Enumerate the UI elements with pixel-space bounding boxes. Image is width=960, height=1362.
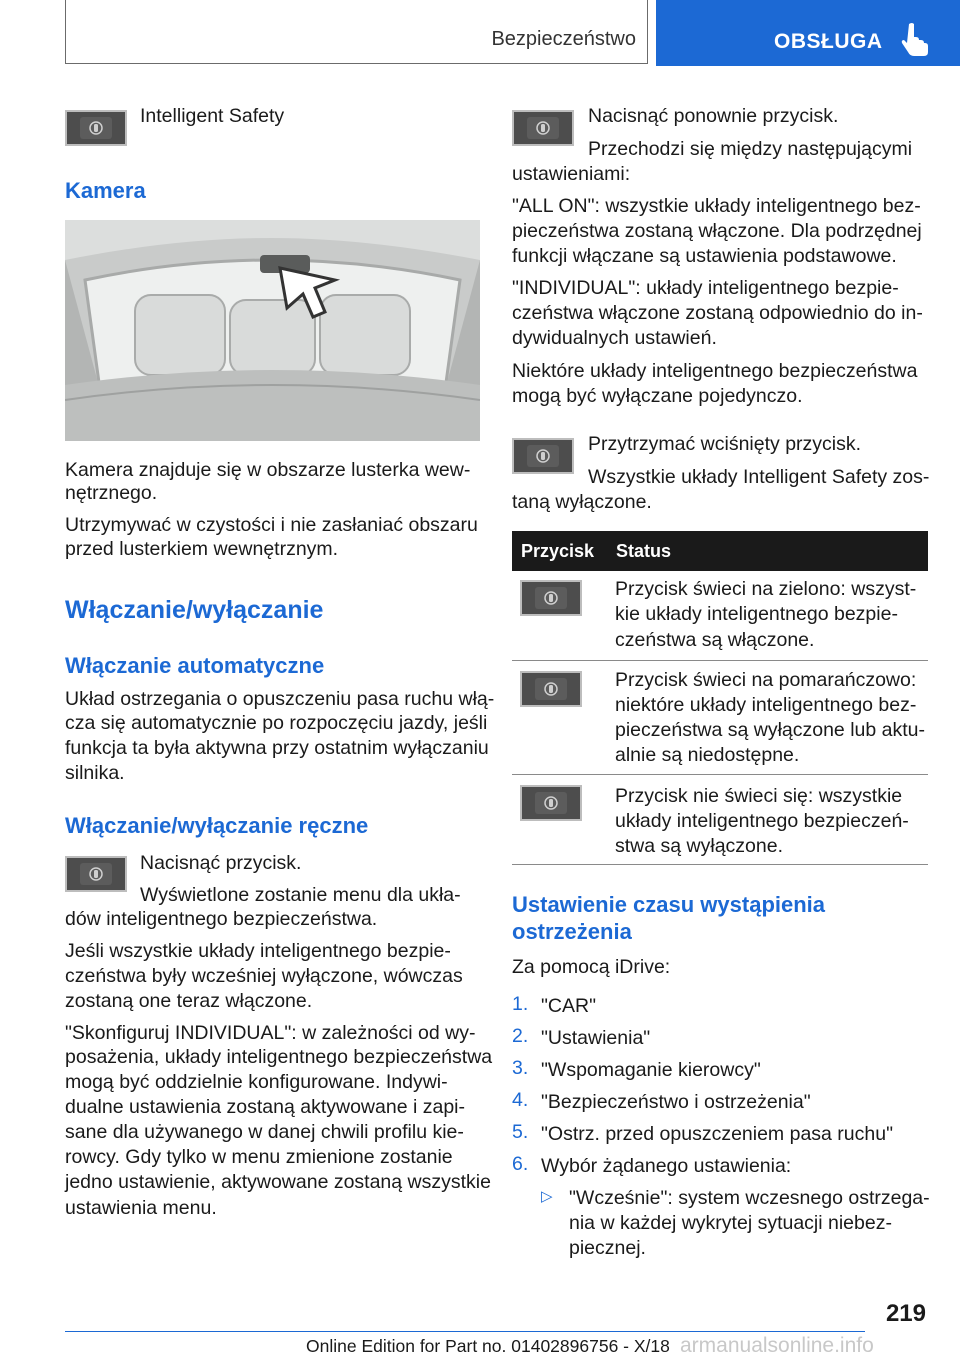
- menu-text-2: dów inteligentnego bezpieczeństwa.: [65, 908, 378, 930]
- cfg-text-8: ustawienia menu.: [65, 1197, 217, 1219]
- table-row-1-text-1: Przycisk świeci na zielono: wszyst‐: [615, 578, 917, 600]
- individual-text-2: czeństwa włączone zostaną odpowiednio do in‐: [512, 302, 923, 324]
- step-number: 1.: [512, 993, 529, 1015]
- table-divider: [512, 774, 928, 775]
- table-divider: [512, 660, 928, 661]
- watermark: armanualsonline.info: [680, 1334, 874, 1357]
- sub-text-3: piecznej.: [569, 1237, 646, 1259]
- if-text-3: zostaną one teraz włączone.: [65, 990, 313, 1012]
- hold-button-text: Przytrzymać wciśnięty przycisk.: [588, 433, 862, 455]
- button-off-icon: [520, 785, 582, 821]
- safety-button-icon-2: [512, 110, 574, 146]
- cfg-text-6: rowcy. Gdy tylko w menu zmienione zostanie: [65, 1146, 453, 1168]
- auto-text-2: cza się automatycznie po rozpoczęciu jazdy, jeśli: [65, 712, 488, 734]
- table-row-2-text-1: Przycisk świeci na pomarańczowo:: [615, 669, 917, 691]
- heading-wlaczanie-reczne: Włączanie/wyłączanie ręczne: [65, 813, 369, 838]
- step-text: Wybór żądanego ustawienia:: [541, 1155, 792, 1177]
- step-text: "Ostrz. przed opuszczeniem pasa ruchu": [541, 1123, 893, 1145]
- kamera-text-1b: nętrznego.: [65, 482, 158, 504]
- step-number: 4.: [512, 1089, 529, 1111]
- all-off-text-2: taną wyłączone.: [512, 491, 652, 513]
- button-orange-icon: [520, 671, 582, 707]
- camera-photo: [65, 220, 480, 441]
- step-text: "Wspomaganie kierowcy": [541, 1059, 761, 1081]
- allon-text-3: funkcji włączane są ustawienia podstawowe.: [512, 245, 897, 267]
- idrive-intro: Za pomocą iDrive:: [512, 956, 671, 978]
- cfg-text-1: "Skonfiguruj INDIVIDUAL": w zależności od wy‐: [65, 1022, 476, 1044]
- safety-button-icon-3: [512, 438, 574, 474]
- kamera-text-1a: Kamera znajduje się w obszarze lusterka wew‐: [65, 459, 471, 481]
- if-text-2: czeństwa były wcześniej wyłączone, wówczas: [65, 965, 463, 987]
- step-text: "Bezpieczeństwo i ostrzeżenia": [541, 1091, 811, 1113]
- cfg-text-2: posażenia, układy inteligentnego bezpieczeństwa: [65, 1046, 493, 1068]
- cfg-text-7: jedno ustawienie, aktywowane zostaną wszystkie: [65, 1171, 491, 1193]
- safety-button-icon-1: [65, 856, 127, 892]
- cfg-text-5: sane dla używanego w danej chwili profilu kie‐: [65, 1121, 464, 1143]
- step-number: 2.: [512, 1025, 529, 1047]
- sub-text-2: nia w każdej wykrytej sytuacji niebez‐: [569, 1212, 892, 1234]
- table-col-przycisk: Przycisk: [521, 541, 595, 561]
- header-tab[interactable]: [656, 0, 960, 66]
- switch-text-1: Przechodzi się między następującymi: [588, 138, 913, 160]
- step-text: "Ustawienia": [541, 1027, 651, 1049]
- footer-rule: [65, 1331, 865, 1332]
- table-row-2-text-2: niektóre układy inteligentnego bez‐: [615, 694, 917, 716]
- cfg-text-3: mogą być oddzielnie konfigurowane. Indywi‐: [65, 1071, 448, 1093]
- button-green-icon: [520, 580, 582, 616]
- all-off-text-1: Wszystkie układy Intelligent Safety zos‐: [588, 466, 930, 488]
- individual-text-3: dywidualnych ustawień.: [512, 327, 717, 349]
- page-number: 219: [885, 1300, 926, 1327]
- some-text-1: Niektóre układy inteligentnego bezpieczeństwa: [512, 360, 918, 382]
- heading-ustawienie-2: ostrzeżenia: [512, 919, 632, 944]
- status-table-header: [512, 531, 928, 571]
- table-row-2-text-3: pieczeństwa są wyłączone lub aktu‐: [615, 719, 925, 741]
- table-col-status: Status: [616, 541, 672, 561]
- intelligent-safety-button-icon: [65, 110, 127, 146]
- sub-bullet-icon: ▷: [541, 1188, 553, 1205]
- step-number: 5.: [512, 1121, 529, 1143]
- heading-wlaczanie: Włączanie/wyłączanie: [65, 596, 324, 624]
- pointing-hand-icon: [900, 22, 928, 56]
- table-row-3-text-3: stwa są wyłączone.: [615, 835, 783, 857]
- table-divider: [512, 864, 928, 865]
- some-text-2: mogą być wyłączane pojedynczo.: [512, 385, 803, 407]
- if-text-1: Jeśli wszystkie układy inteligentnego bezpie‐: [65, 940, 451, 962]
- cfg-text-4: dualne ustawienia zostaną aktywowane i zapi‐: [65, 1096, 465, 1118]
- sub-text-1: "Wcześnie": system wczesnego ostrzega‐: [569, 1187, 930, 1209]
- table-row-1-text-2: kie układy inteligentnego bezpie‐: [615, 603, 898, 625]
- step-text: "CAR": [541, 995, 597, 1017]
- press-button-text: Nacisnąć przycisk.: [140, 852, 302, 874]
- heading-ustawienie-1: Ustawienie czasu wystąpienia: [512, 892, 826, 917]
- step-number: 6.: [512, 1153, 529, 1175]
- individual-text-1: "INDIVIDUAL": układy inteligentnego bezpie‐: [512, 277, 899, 299]
- menu-text-1: Wyświetlone zostanie menu dla ukła‐: [140, 884, 461, 906]
- header-section-title: Bezpieczeństwo: [491, 28, 636, 50]
- footer-edition: Online Edition for Part no. 01402896756 - X/18: [306, 1336, 670, 1356]
- kamera-text-2a: Utrzymywać w czystości i nie zasłaniać obszaru: [65, 514, 478, 536]
- allon-text-1: "ALL ON": wszystkie układy inteligentnego bez‐: [512, 195, 921, 217]
- auto-text-4: silnika.: [65, 762, 125, 784]
- table-row-2-text-4: alnie są niedostępne.: [615, 744, 800, 766]
- allon-text-2: pieczeństwa zostaną włączone. Dla podrzędnej: [512, 220, 922, 242]
- header-tab-label: OBSŁUGA: [774, 30, 883, 53]
- table-row-3-text-2: układy inteligentnego bezpieczeń‐: [615, 810, 909, 832]
- switch-text-2: ustawieniami:: [512, 163, 631, 185]
- auto-text-1: Układ ostrzegania o opuszczeniu pasa ruchu włą‐: [65, 688, 495, 710]
- auto-text-3: funkcja ta była aktywna przy ostatnim wyłączaniu: [65, 737, 489, 759]
- heading-wlaczanie-auto: Włączanie automatyczne: [65, 653, 325, 678]
- table-row-3-text-1: Przycisk nie świeci się: wszystkie: [615, 785, 903, 807]
- table-row-1-text-3: czeństwa są włączone.: [615, 629, 815, 651]
- kamera-text-2b: przed lusterkiem wewnętrznym.: [65, 538, 339, 560]
- press-again-text: Nacisnąć ponownie przycisk.: [588, 105, 839, 127]
- intro-label: Intelligent Safety: [140, 105, 285, 127]
- step-number: 3.: [512, 1057, 529, 1079]
- heading-kamera: Kamera: [65, 178, 146, 203]
